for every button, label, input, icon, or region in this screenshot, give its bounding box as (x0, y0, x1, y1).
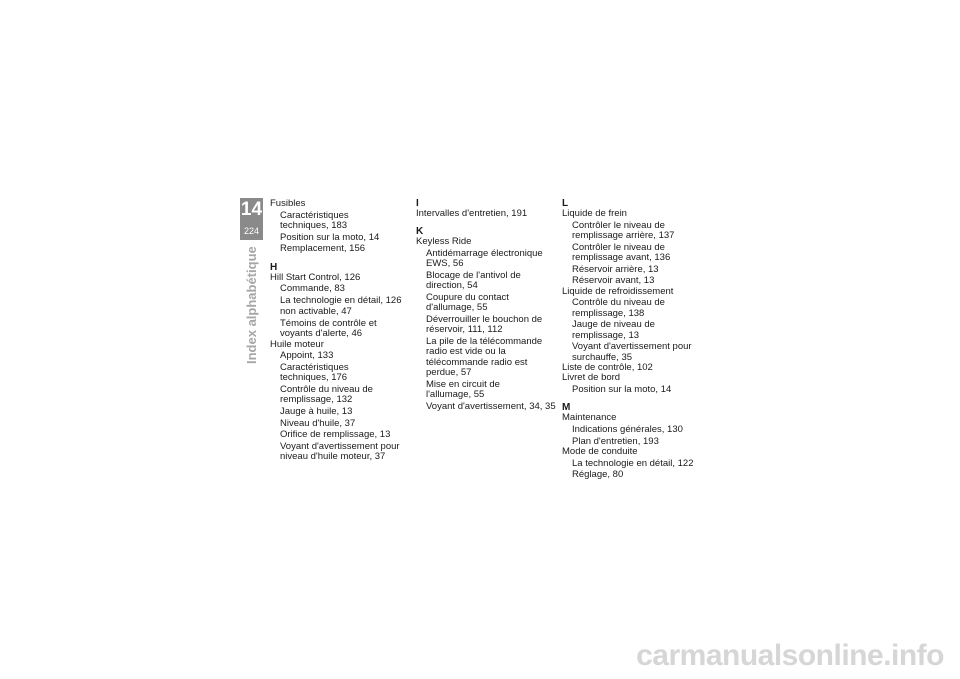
index-subentry: La technologie en détail, 122 (572, 457, 694, 469)
index-group (416, 227, 556, 412)
chapter-tab (240, 198, 263, 240)
index-subentry: Remplacement, 156 (280, 243, 366, 255)
index-term: Liquide de frein (562, 208, 627, 219)
index-subentry: Voyant d'avertissement pour niveau d'huile moteur, 37 (280, 440, 400, 463)
index-subentry: Blocage de l'antivol de direction, 54 (426, 270, 521, 292)
index-entry (562, 413, 702, 447)
index-letter: I (416, 198, 419, 209)
index-term: Fusibles (270, 198, 306, 209)
index-subentry: Contrôle du niveau de remplissage, 132 (280, 383, 373, 406)
index-term: Intervalles d'entretien, 191 (416, 208, 528, 219)
index-entry (562, 373, 702, 395)
index-subentry: Déverrouiller le bouchon de réservoir, 111, 112 (426, 314, 543, 336)
index-letter: H (270, 261, 278, 273)
index-column-1 (270, 199, 410, 471)
index-entry (270, 199, 410, 255)
index-group (562, 199, 702, 395)
index-subentry: Commande, 83 (280, 283, 345, 295)
index-subentry: Réglage, 80 (572, 469, 624, 481)
index-subentry: Caractéristiques techniques, 176 (280, 361, 349, 384)
index-subentry: Voyant d'avertissement, 34, 35 (426, 400, 556, 412)
index-subentry: Orifice de remplissage, 13 (280, 429, 391, 441)
index-letter: L (562, 198, 569, 209)
index-subentry: Jauge à huile, 13 (280, 405, 353, 417)
index-group (416, 199, 556, 219)
index-column-3 (562, 199, 702, 489)
index-group (270, 263, 410, 463)
index-term: Mode de conduite (562, 446, 638, 457)
index-subentry: Appoint, 133 (280, 350, 334, 362)
page-number: 224 (243, 226, 260, 236)
index-subentry: Réservoir arrière, 13 (572, 263, 659, 275)
index-term: Liquide de refroidissement (562, 285, 674, 297)
index-subentry: La technologie en détail, 126 (280, 294, 402, 306)
index-subentry: Contrôler le niveau de remplissage arrière, 137 (572, 219, 675, 241)
index-letter: M (562, 402, 571, 414)
index-subentry: Coupure du contact d'allumage, 55 (426, 292, 509, 314)
chapter-number: 14 (240, 199, 263, 220)
index-entry (562, 209, 702, 287)
index-subentry: Plan d'entretien, 193 (572, 435, 659, 447)
index-entry (562, 287, 702, 363)
index-group (270, 199, 410, 255)
index-subentry: Jauge de niveau de remplissage, 13 (572, 319, 655, 341)
index-subentry: Position sur la moto, 14 (280, 231, 380, 243)
index-term: Keyless Ride (416, 236, 472, 248)
index-term: Liste de contrôle, 102 (562, 362, 653, 373)
index-term: Livret de bord (562, 372, 621, 384)
index-subentry: Voyant d'avertissement pour surchauffe, 35 (572, 341, 692, 363)
index-subentry: Caractéristiques techniques, 183 (280, 209, 349, 231)
index-subentry: Mise en circuit de l'allumage, 55 (426, 378, 500, 401)
index-entry (270, 340, 410, 463)
index-entry (270, 273, 410, 340)
watermark: carmanualsonline.info (636, 639, 944, 672)
index-entry (416, 237, 556, 412)
index-subentry: Indications générales, 130 (572, 424, 683, 435)
index-subentry: Niveau d'huile, 37 (280, 417, 356, 429)
index-entry (416, 209, 556, 219)
index-letter: K (416, 226, 424, 238)
index-subentry: Antidémarrage électronique EWS, 56 (426, 248, 543, 270)
index-term: Hill Start Control, 126 (270, 271, 361, 283)
side-title: Index alphabétique (244, 246, 259, 364)
index-column-2 (416, 199, 556, 420)
index-group (562, 403, 702, 480)
index-term: Huile moteur (270, 338, 324, 350)
index-entry (562, 447, 702, 481)
index-subentry: non activable, 47 (280, 306, 352, 318)
index-subentry: La pile de la télécommande radio est vide ou la télécommande radio est perdue, 57 (426, 336, 543, 379)
index-term: Maintenance (562, 412, 617, 424)
index-subentry: Contrôle du niveau de remplissage, 138 (572, 297, 665, 319)
index-subentry: Réservoir avant, 13 (572, 275, 655, 287)
index-subentry: Contrôler le niveau de remplissage avant, 136 (572, 241, 671, 263)
index-subentry: Témoins de contrôle et voyants d'alerte, 46 (280, 317, 377, 340)
index-subentry: Position sur la moto, 14 (572, 384, 672, 395)
